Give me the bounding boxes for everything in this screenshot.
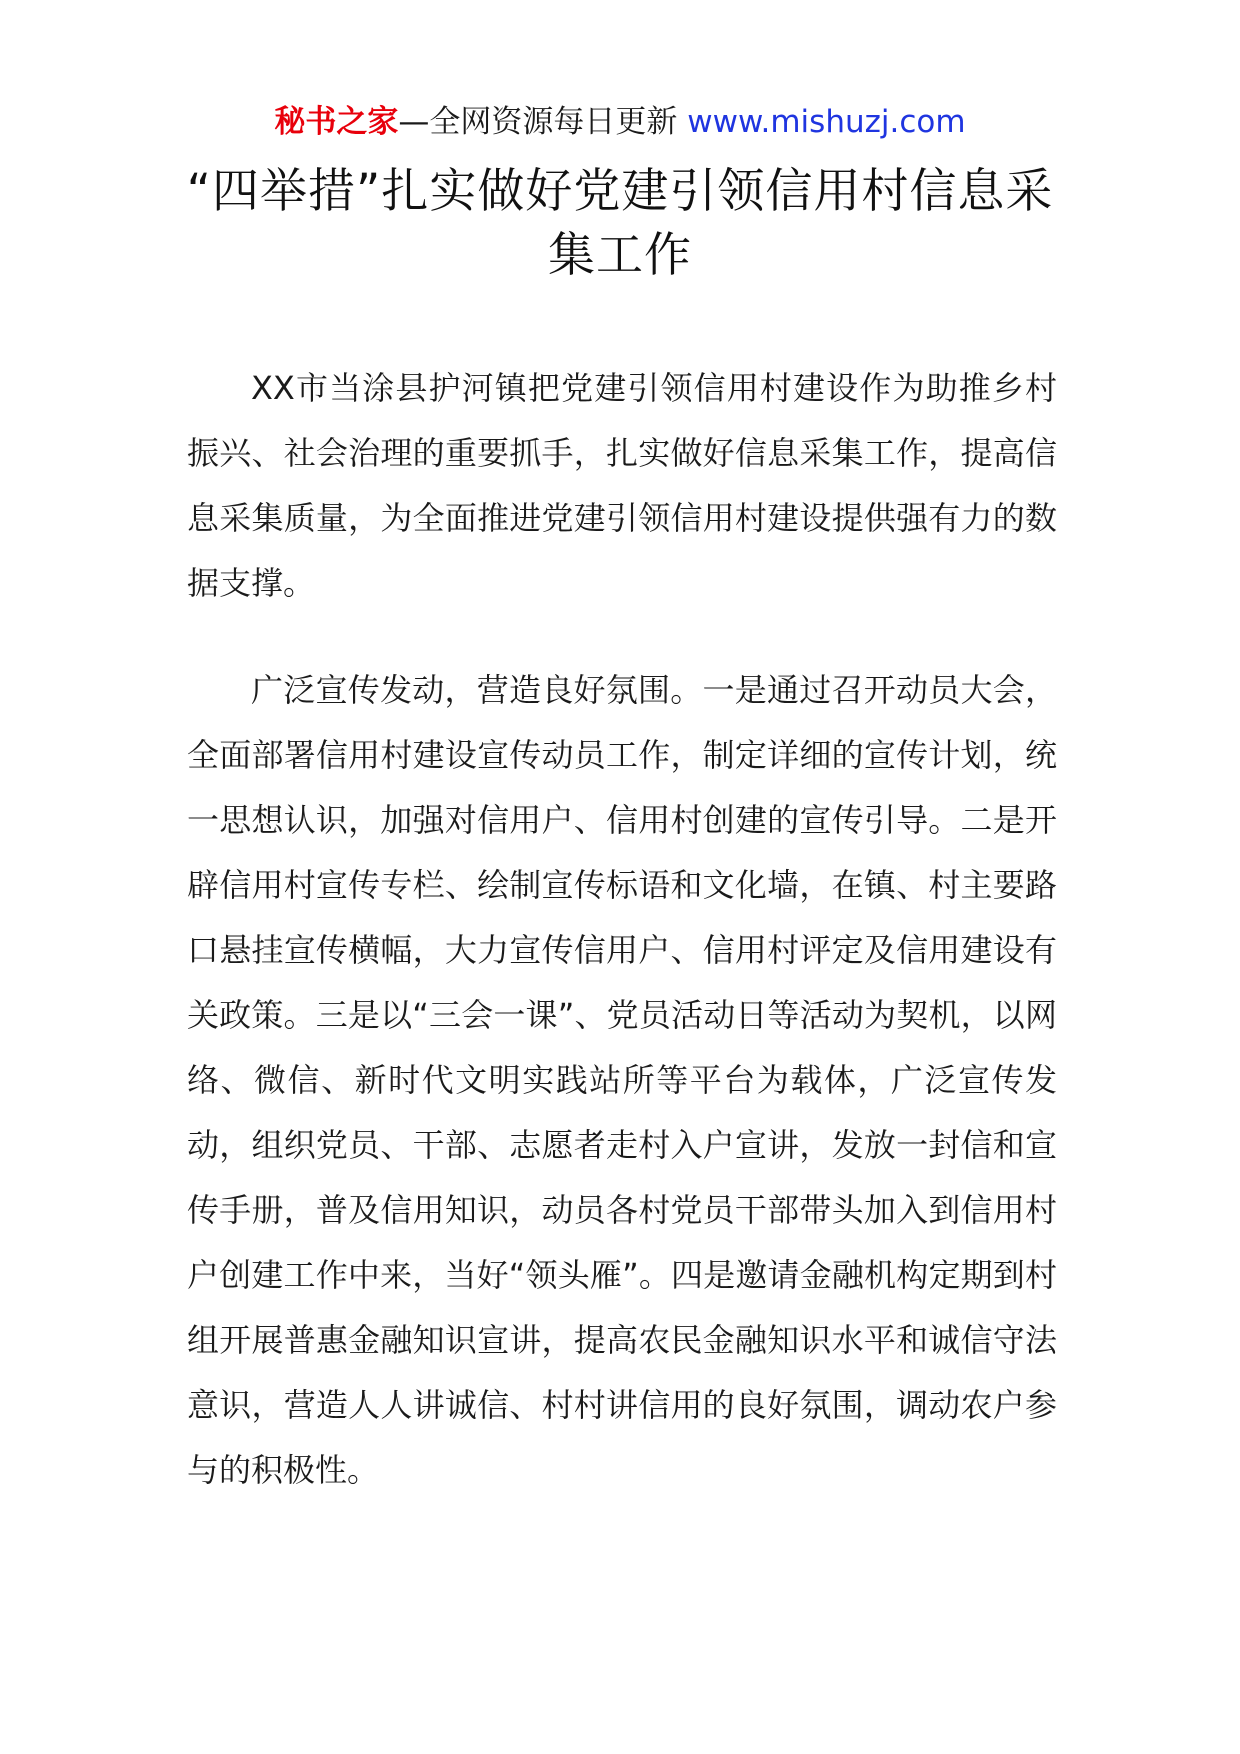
paragraph-intro: XX市当涂县护河镇把党建引领信用村建设作为助推乡村振兴、社会治理的重要抓手，扎实做好信息采集工作，提高信息采集质量，为全面推进党建引领信用村建设提供强有力的数据支撑。 xyxy=(187,369,1057,602)
document-title: “四举措”扎实做好党建引领信用村信息采集工作 xyxy=(186,164,1054,283)
paragraph-publicity: 广泛宣传发动，营造良好氛围。一是通过召开动员大会，全面部署信用村建设宣传动员工作，制定详细的宣传计划，统一思想认识，加强对信用户、信用村创建的宣传引导。二是开辟信用村宣传专栏、绘制宣传标语和文化墙，在镇、村主要路口悬挂宣传横幅，大力宣传信用户、信用村评定及信用建设有关政策。三是以“三会一课”、党员活动日等活动为契机，以网络、微信、新时代文明实践站所等平台为载体，广泛宣传发动，组织党员、干部、志愿者走村入户宣讲，发放一封信和宣传手册，普及信用知识，动员各村党员干部带头加入到信用村户创建工作中来，当好“领头雁”。四是邀请金融机构定期到村组开展普惠金融知识宣讲，提高农民金融知识水平和诚信守法意识，营造人人讲诚信、村村讲信用的良好氛围，调动农户参与的积极性。 xyxy=(187,671,1057,1489)
header-tagline: —全网资源每日更新 xyxy=(398,104,688,140)
brand-name: 秘书之家 xyxy=(274,104,399,140)
site-url-link[interactable]: www.mishuzj.com xyxy=(687,104,966,140)
site-header xyxy=(0,100,1240,144)
document-body xyxy=(187,356,1057,1545)
